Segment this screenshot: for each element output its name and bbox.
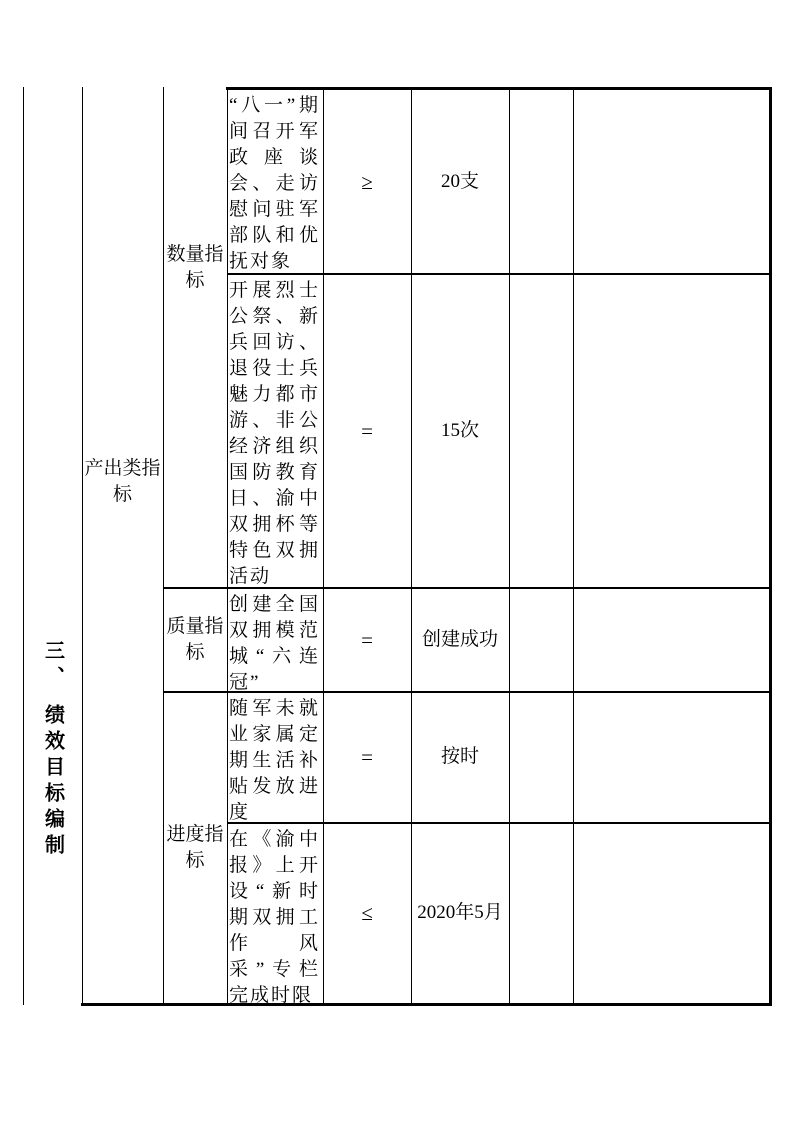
comparison-operator-1: ≥ (361, 169, 373, 194)
indicator-type-progress: 进度指标 (166, 823, 224, 871)
target-value-4: 按时 (440, 746, 479, 767)
comparison-operator-3: = (361, 627, 373, 652)
target-value-1: 20支 (440, 170, 479, 192)
indicator-type-quality: 质量指标 (166, 615, 224, 663)
table-border-right (769, 87, 772, 1006)
table-border-bottom (81, 1003, 772, 1006)
target-value-3: 创建成功 (421, 628, 498, 650)
indicator-description-3: 创建全国双拥模范城“六连冠” (229, 594, 320, 693)
indicator-description-1: “八一”期间召开军政座谈会、走访慰问驻军部队和优抚对象 (229, 95, 320, 272)
grid-line-v-target (509, 90, 511, 1003)
section-number: 三、 (41, 640, 64, 692)
indicator-type-quantity: 数量指标 (166, 244, 224, 291)
indicator-description-2: 开展烈士公祭、新兵回访、退役士兵魅力都市游、非公经济组织国防教育日、渝中双拥杯等特色双拥活动 (229, 280, 320, 587)
target-value-5: 2020年5月 (417, 902, 503, 923)
grid-line-v-type (227, 88, 229, 1005)
comparison-operator-5: ≤ (361, 901, 373, 925)
section-title: 绩效目标编制 (41, 704, 64, 860)
category-label: 产出类指标 (84, 458, 161, 505)
section-label-cell (23, 88, 82, 1003)
comparison-operator-4: = (361, 745, 373, 769)
indicator-description-5: 在《渝中报》上开设“新时期双拥工作风采”专栏完成时限 (229, 829, 320, 1006)
section-label (36, 640, 70, 1003)
indicator-description-4: 随军未就业家属定期生活补贴发放进度 (229, 698, 320, 823)
target-value-2: 15次 (440, 419, 479, 441)
comparison-operator-2: = (361, 418, 373, 443)
grid-line-v-empty (573, 90, 575, 1003)
